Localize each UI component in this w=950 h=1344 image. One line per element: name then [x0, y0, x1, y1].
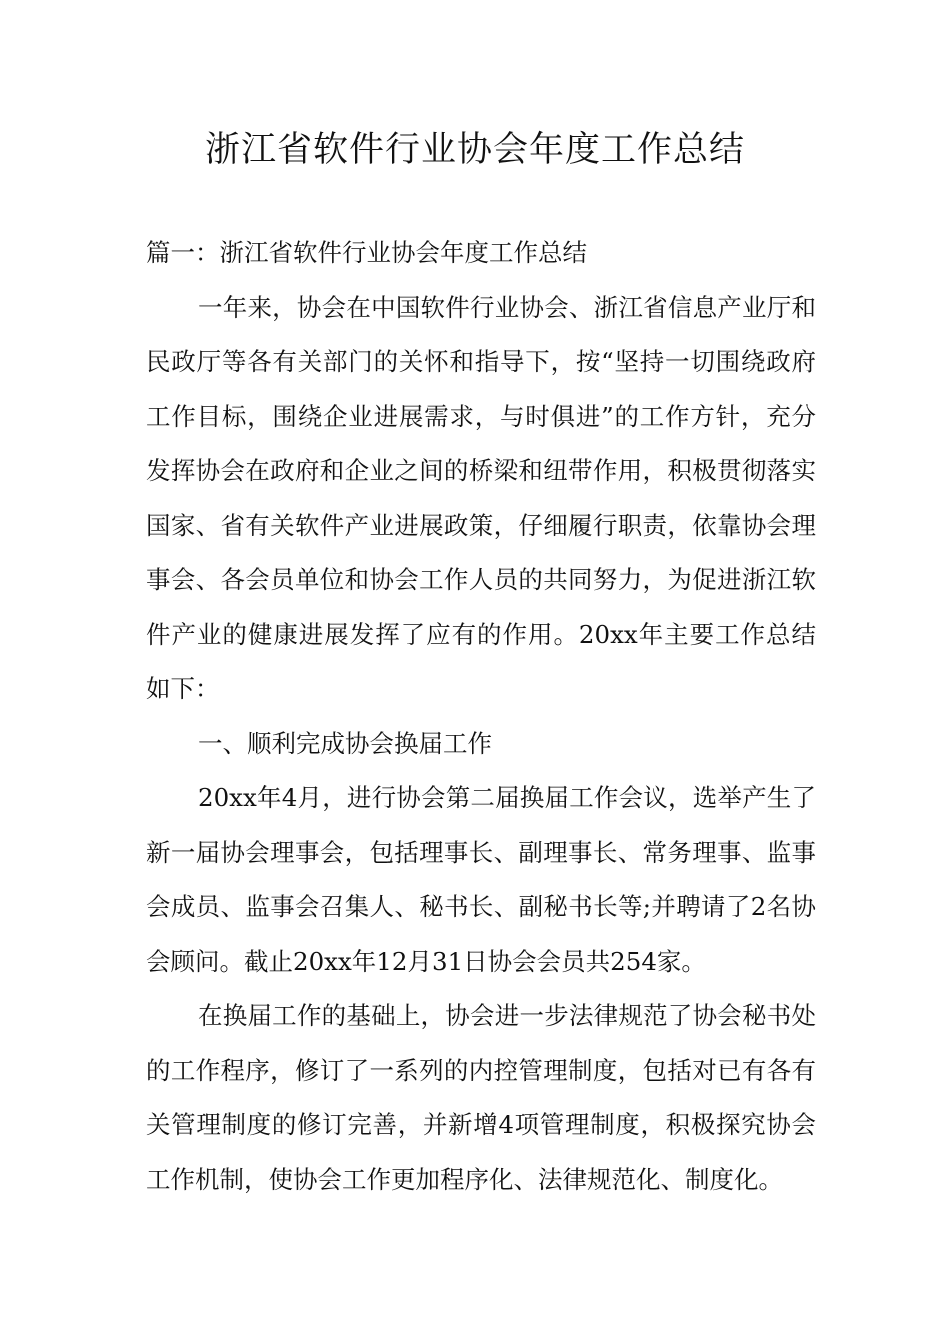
section-heading: 篇一：浙江省软件行业协会年度工作总结 [146, 238, 587, 267]
document-body [146, 226, 816, 1207]
paragraph-election: 20xx年4月，进行协会第二届换届工作会议，选举产生了新一届协会理事会，包括理事长、副理事长、常务理事、监事会成员、监事会召集人、秘书长、副秘书长等;并聘请了2名协会顾问。截止20xx年12月31日协会会员共254家。 [146, 783, 816, 976]
paragraph-regulations: 在换届工作的基础上，协会进一步法律规范了协会秘书处的工作程序，修订了一系列的内控管理制度，包括对已有各有关管理制度的修订完善，并新增4项管理制度，积极探究协会工作机制，使协会工作更加程序化、法律规范化、制度化。 [146, 1001, 816, 1194]
document-title: 浙江省软件行业协会年度工作总结 [204, 130, 745, 170]
paragraph-intro: 一年来，协会在中国软件行业协会、浙江省信息产业厅和民政厅等各有关部门的关怀和指导下，按“坚持一切围绕政府工作目标，围绕企业进展需求，与时俱进”的工作方针，充分发挥协会在政府和企业之间的桥梁和纽带作用，积极贯彻落实国家、省有关软件产业进展政策，仔细履行职责，依靠协会理事会、各会员单位和协会工作人员的共同努力，为促进浙江软件产业的健康进展发挥了应有的作用。20xx年主要工作总结如下： [146, 292, 816, 703]
subheading-election: 一、顺利完成协会换届工作 [198, 728, 492, 758]
